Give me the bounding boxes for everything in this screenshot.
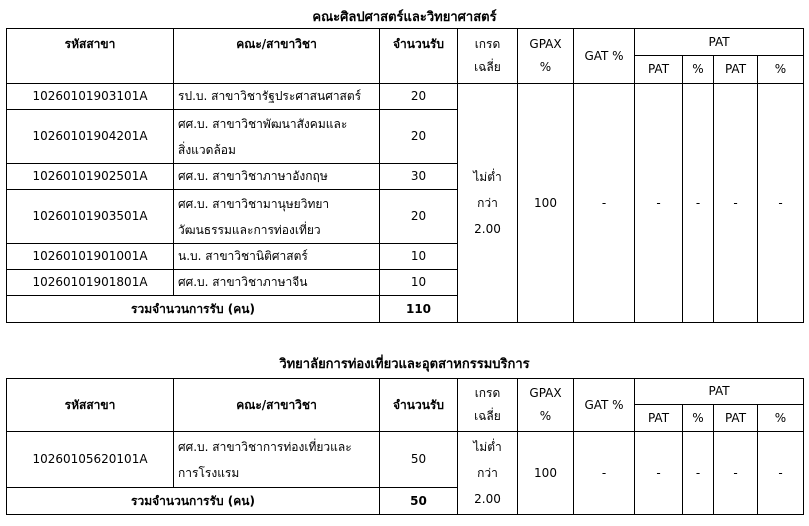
header-pat1: PAT [635,56,683,84]
row-seats: 20 [380,84,458,110]
row-code: 10260101903501A [7,190,174,244]
section2-title: วิทยาลัยการท่องเที่ยวและอุตสาหกรรมบริการ [279,357,530,372]
criteria-gat: - [574,432,635,515]
header-code: รหัสสาขา [7,29,174,56]
criteria-pat1: - [635,432,683,515]
header-gpax-sub: % [518,56,574,84]
criteria-pat2-pct: - [758,432,804,515]
total-label: รวมจำนวนการรับ (คน) [7,488,380,515]
row-major: ศศ.บ. สาขาวิชาภาษาอังกฤษ [174,164,380,190]
section1-title: คณะศิลปศาสตร์และวิทยาศาสตร์ [312,10,497,25]
criteria-gpax: 100 [518,84,574,323]
header-gpax: GPAX [518,29,574,56]
table-row [7,84,804,110]
row-code: 10260101903101A [7,84,174,110]
row-code: 10260101904201A [7,110,174,164]
header-gat: GAT % [574,29,635,84]
criteria-pat1-pct: - [683,432,714,515]
header-seats: จำนวนรับ [380,29,458,56]
header-grade: เกรด [458,29,518,56]
criteria-pat2: - [714,84,758,323]
header-code-bottom [7,56,174,84]
header-code: รหัสสาขา [7,379,174,432]
criteria-grade: ไม่ต่ำ กว่า 2.00 [458,84,518,323]
criteria-grade: ไม่ต่ำ กว่า 2.00 [458,432,518,515]
table-row [7,432,804,488]
row-major: ศศ.บ. สาขาวิชาพัฒนาสังคมและ สิ่งแวดล้อม [174,110,380,164]
header-pat1-pct: % [683,405,714,432]
header-pat2-pct: % [758,405,804,432]
criteria-pat1-pct: - [683,84,714,323]
total-label: รวมจำนวนการรับ (คน) [7,296,380,323]
section2-table [6,378,804,515]
row-major: รป.บ. สาขาวิชารัฐประศาสนศาสตร์ [174,84,380,110]
row-major: ศศ.บ. สาขาวิชามานุษยวิทยา วัฒนธรรมและการท่องเที่ยว [174,190,380,244]
row-major: ศศ.บ. สาขาวิชาการท่องเที่ยวและ การโรงแรม [174,432,380,488]
criteria-pat1: - [635,84,683,323]
criteria-gat: - [574,84,635,323]
header-seats-bottom [380,56,458,84]
header-major: คณะ/สาขาวิชา [174,379,380,432]
header-gpax: GPAX [518,379,574,405]
row-code: 10260101902501A [7,164,174,190]
row-major: ศศ.บ. สาขาวิชาภาษาจีน [174,270,380,296]
header-grade-sub: เฉลี่ย [458,405,518,432]
header-pat2: PAT [714,56,758,84]
row-seats: 30 [380,164,458,190]
header-seats: จำนวนรับ [380,379,458,432]
header-grade-sub: เฉลี่ย [458,56,518,84]
row-code: 10260105620101A [7,432,174,488]
total-value: 50 [380,488,458,515]
criteria-pat2-pct: - [758,84,804,323]
row-seats: 10 [380,270,458,296]
section1-table [6,28,804,323]
header-pat: PAT [635,379,804,405]
row-seats: 20 [380,110,458,164]
row-code: 10260101901001A [7,244,174,270]
header-gat: GAT % [574,379,635,432]
row-seats: 50 [380,432,458,488]
criteria-pat2: - [714,432,758,515]
total-value: 110 [380,296,458,323]
row-seats: 10 [380,244,458,270]
criteria-gpax: 100 [518,432,574,515]
header-grade: เกรด [458,379,518,405]
header-gpax-sub: % [518,405,574,432]
header-pat2-pct: % [758,56,804,84]
header-pat1: PAT [635,405,683,432]
header-pat2: PAT [714,405,758,432]
row-seats: 20 [380,190,458,244]
row-major: น.บ. สาขาวิชานิติศาสตร์ [174,244,380,270]
header-major: คณะ/สาขาวิชา [174,29,380,56]
header-pat1-pct: % [683,56,714,84]
row-code: 10260101901801A [7,270,174,296]
header-pat: PAT [635,29,804,56]
header-major-bottom [174,56,380,84]
